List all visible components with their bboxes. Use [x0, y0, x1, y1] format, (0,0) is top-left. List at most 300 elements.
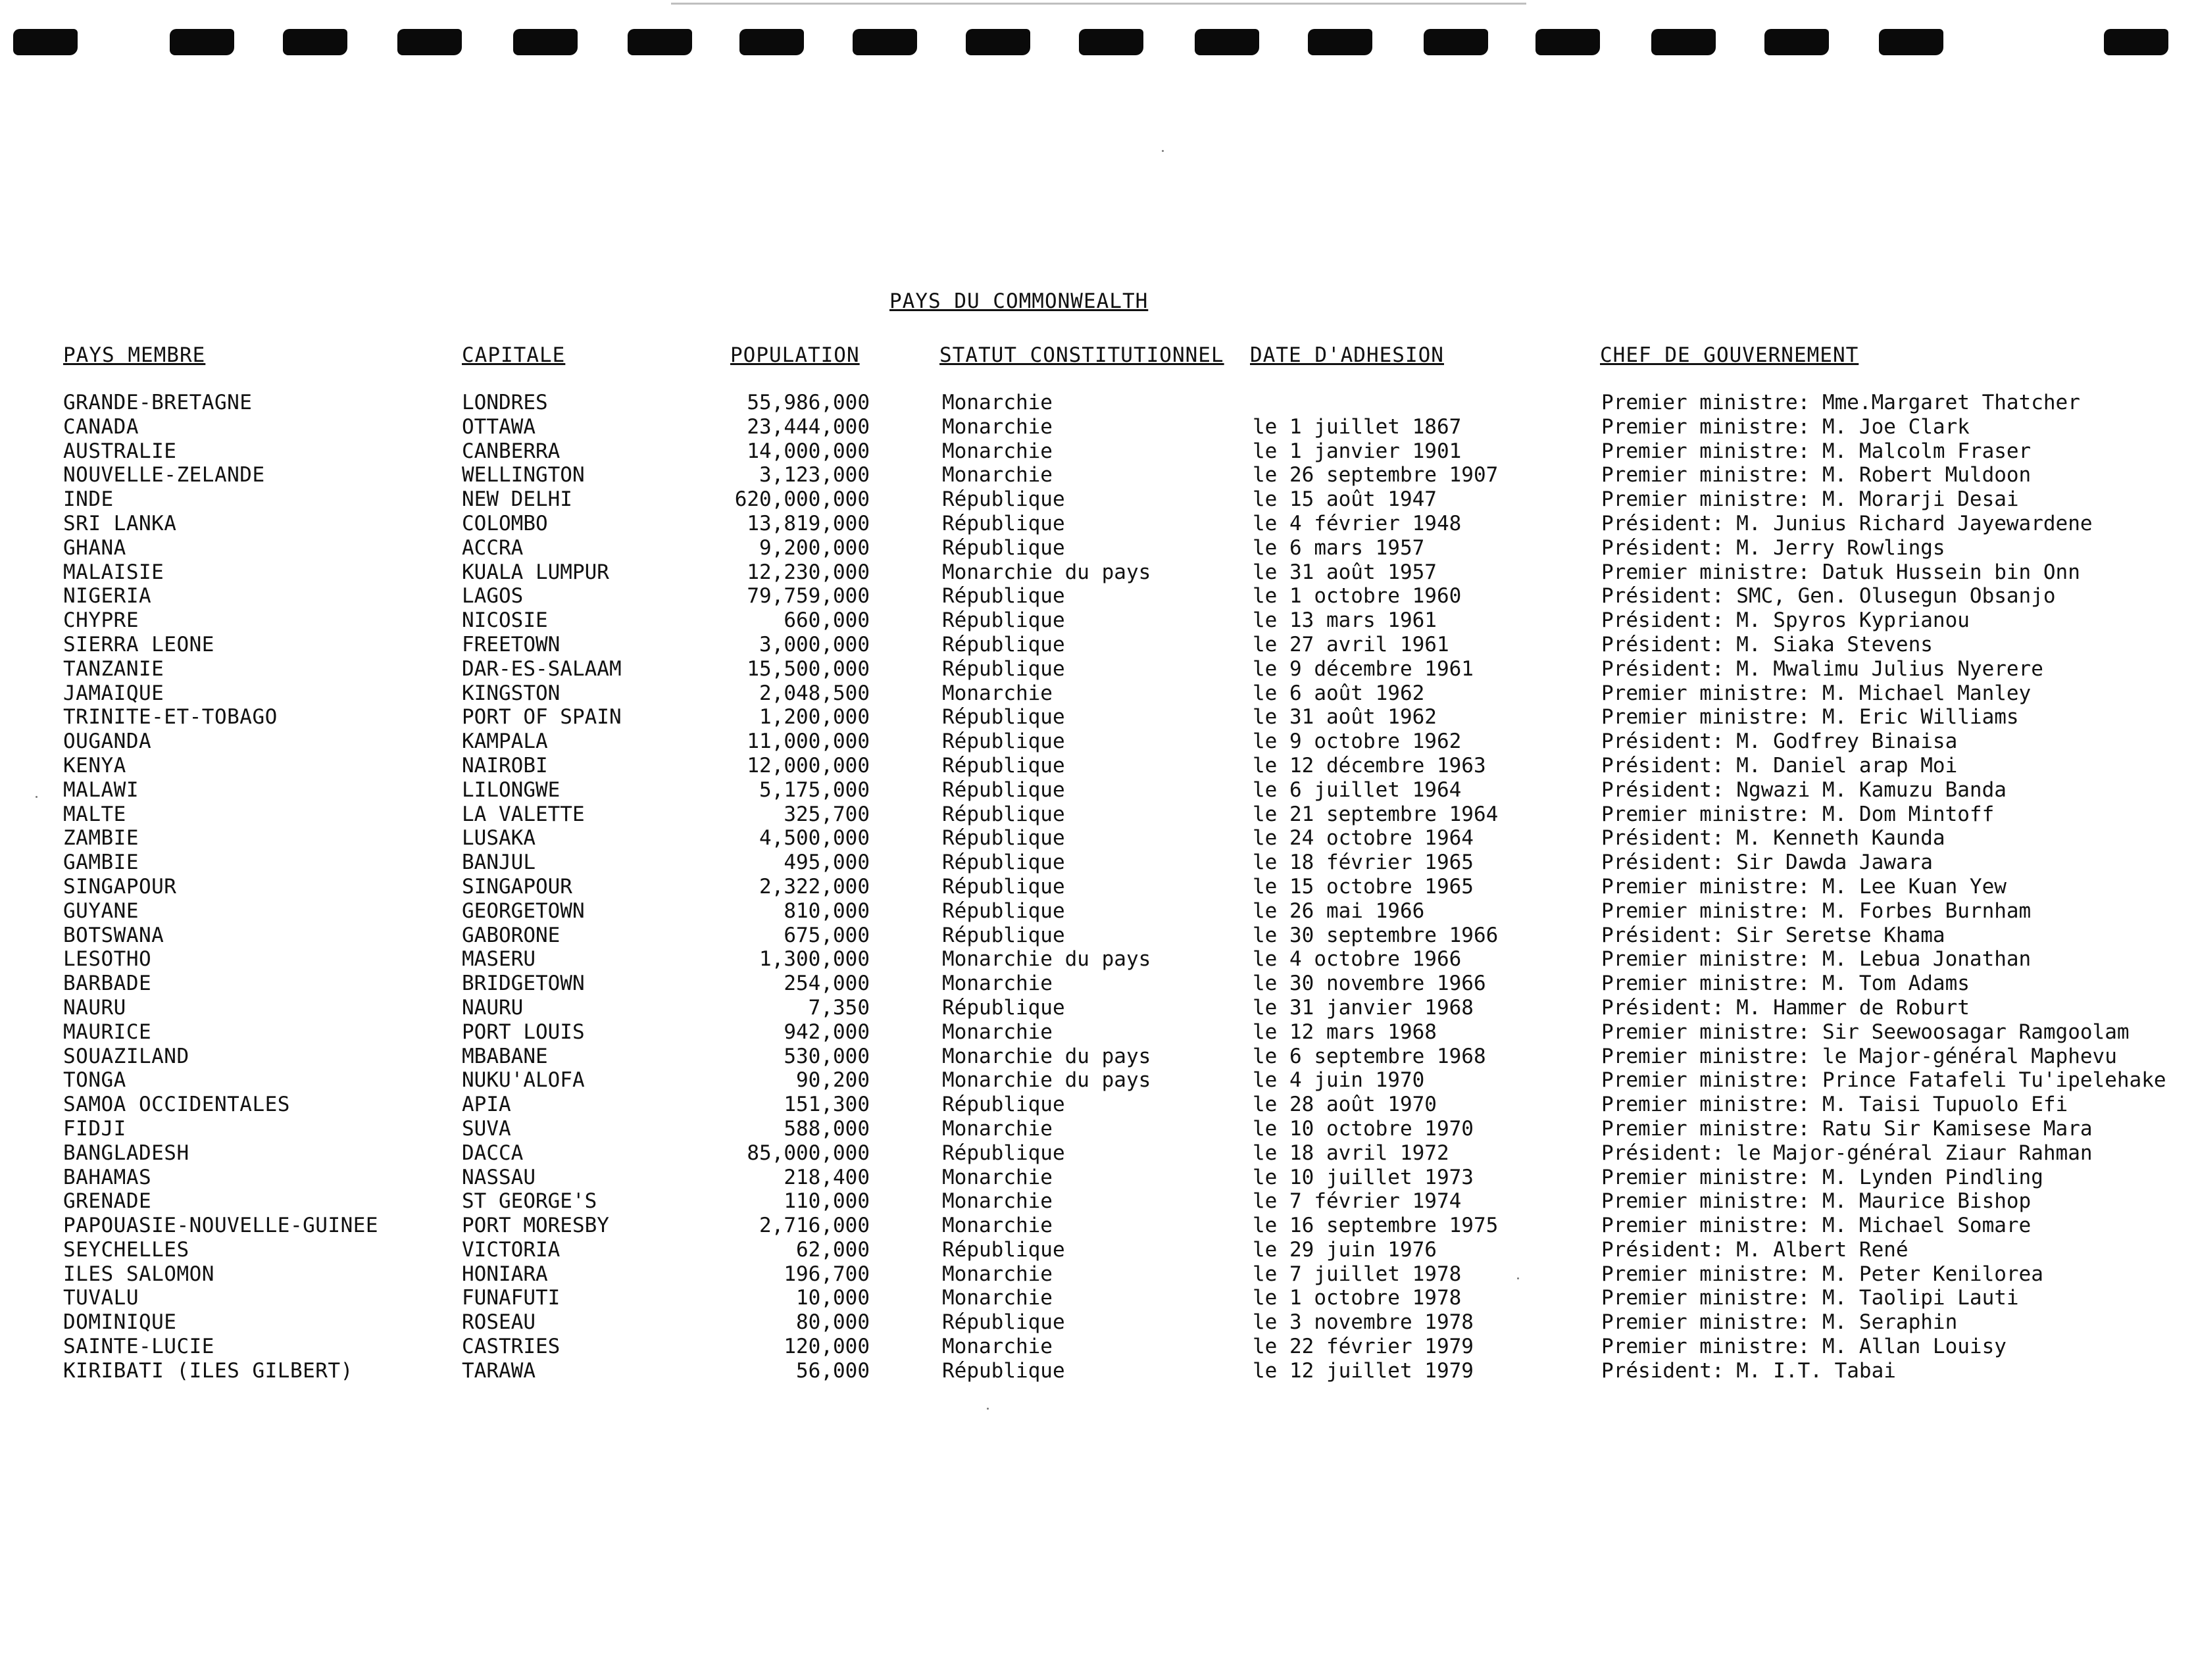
cell-date-adhesion: le 28 août 1970 — [1253, 1093, 1437, 1117]
cell-chef-gouvernement: Premier ministre: Ratu Sir Kamisese Mara — [1601, 1116, 2093, 1141]
cell-population: 14,000,000 — [747, 439, 870, 463]
cell-chef-gouvernement: Premier ministre: M. Dom Mintoff — [1601, 802, 1995, 826]
cell-population: 12,230,000 — [747, 560, 870, 584]
cell-pays-membre: GAMBIE — [63, 851, 139, 875]
cell-chef-gouvernement: Premier ministre: le Major-général Maphevu — [1601, 1044, 2117, 1068]
cell-pays-membre: CANADA — [63, 414, 139, 439]
cell-date-adhesion: le 6 août 1962 — [1253, 681, 1425, 705]
cell-statut: République — [942, 1141, 1065, 1165]
cell-population: 2,716,000 — [759, 1214, 870, 1238]
cell-capitale: ROSEAU — [462, 1310, 536, 1335]
cell-date-adhesion: le 6 septembre 1968 — [1253, 1044, 1486, 1068]
table-row — [0, 439, 2196, 464]
cell-statut: République — [942, 1358, 1065, 1383]
table-row — [0, 1262, 2196, 1287]
table-row — [0, 803, 2196, 827]
table-row — [0, 1093, 2196, 1117]
cell-statut: République — [942, 632, 1065, 656]
cell-pays-membre: GUYANE — [63, 899, 139, 923]
cell-population: 110,000 — [784, 1189, 870, 1214]
punch-hole — [628, 29, 692, 55]
table-row — [0, 778, 2196, 803]
cell-date-adhesion: le 24 octobre 1964 — [1253, 826, 1474, 851]
table-row — [0, 1286, 2196, 1310]
cell-capitale: LAGOS — [462, 584, 524, 608]
header-chef-gouvernement: CHEF DE GOUVERNEMENT — [1600, 343, 1859, 367]
cell-chef-gouvernement: Premier ministre: Sir Seewoosagar Ramgoolam — [1601, 1020, 2130, 1044]
cell-pays-membre: PAPOUASIE-NOUVELLE-GUINEE — [63, 1214, 379, 1238]
cell-population: 12,000,000 — [747, 753, 870, 778]
cell-statut: Monarchie — [942, 1020, 1053, 1044]
punch-hole — [13, 29, 78, 55]
cell-pays-membre: KIRIBATI (ILES GILBERT) — [63, 1358, 353, 1383]
cell-capitale: SINGAPOUR — [462, 874, 572, 899]
cell-chef-gouvernement: Président: SMC, Gen. Olusegun Obsanjo — [1601, 584, 2056, 608]
cell-chef-gouvernement: Premier ministre: M. Taolipi Lauti — [1601, 1286, 2019, 1310]
cell-capitale: HONIARA — [462, 1262, 548, 1286]
cell-capitale: FREETOWN — [462, 632, 561, 656]
cell-chef-gouvernement: Premier ministre: M. Michael Manley — [1601, 681, 2032, 705]
cell-capitale: LA VALETTE — [462, 802, 585, 826]
punch-hole — [1195, 29, 1259, 55]
table-row — [0, 1045, 2196, 1069]
cell-pays-membre: ILES SALOMON — [63, 1262, 214, 1286]
cell-statut: République — [942, 899, 1065, 923]
cell-pays-membre: TUVALU — [63, 1286, 139, 1310]
cell-population: 7,350 — [808, 995, 870, 1020]
cell-capitale: DAR-ES-SALAAM — [462, 656, 622, 681]
cell-pays-membre: JAMAIQUE — [63, 681, 164, 705]
cell-statut: Monarchie du pays — [942, 1044, 1151, 1068]
cell-chef-gouvernement: Président: le Major-général Ziaur Rahman — [1601, 1141, 2093, 1165]
cell-chef-gouvernement: Premier ministre: M. Peter Kenilorea — [1601, 1262, 2043, 1286]
cell-population: 218,400 — [784, 1165, 870, 1189]
commonwealth-table-body — [0, 391, 2196, 1383]
cell-chef-gouvernement: Président: M. Godfrey Binaisa — [1601, 729, 1958, 754]
cell-statut: Monarchie — [942, 1335, 1053, 1359]
table-row — [0, 415, 2196, 439]
cell-date-adhesion: le 3 novembre 1978 — [1253, 1310, 1474, 1335]
cell-chef-gouvernement: Président: Sir Seretse Khama — [1601, 923, 1945, 947]
cell-chef-gouvernement: Président: M. Hammer de Roburt — [1601, 995, 1970, 1020]
cell-chef-gouvernement: Président: M. Spyros Kyprianou — [1601, 608, 1970, 633]
cell-population: 2,322,000 — [759, 874, 870, 899]
cell-date-adhesion: le 6 juillet 1964 — [1253, 778, 1462, 802]
table-row — [0, 657, 2196, 681]
cell-population: 2,048,500 — [759, 681, 870, 705]
cell-capitale: VICTORIA — [462, 1237, 561, 1262]
cell-capitale: TARAWA — [462, 1358, 536, 1383]
cell-population: 325,700 — [784, 802, 870, 826]
cell-capitale: WELLINGTON — [462, 463, 585, 487]
cell-chef-gouvernement: Président: M. I.T. Tabai — [1601, 1358, 1896, 1383]
cell-population: 675,000 — [784, 923, 870, 947]
cell-pays-membre: BANGLADESH — [63, 1141, 189, 1165]
cell-date-adhesion: le 1 janvier 1901 — [1253, 439, 1462, 463]
cell-statut: République — [942, 851, 1065, 875]
cell-chef-gouvernement: Premier ministre: M. Taisi Tupuolo Efi — [1601, 1093, 2068, 1117]
cell-pays-membre: GRENADE — [63, 1189, 152, 1214]
cell-date-adhesion: le 12 juillet 1979 — [1253, 1358, 1474, 1383]
cell-capitale: PORT OF SPAIN — [462, 705, 622, 729]
cell-pays-membre: GHANA — [63, 535, 126, 560]
header-date-adhesion: DATE D'ADHESION — [1250, 343, 1444, 367]
cell-capitale: KUALA LUMPUR — [462, 560, 609, 584]
cell-pays-membre: DOMINIQUE — [63, 1310, 177, 1335]
punch-hole — [1424, 29, 1488, 55]
table-row — [0, 1020, 2196, 1045]
cell-pays-membre: SAMOA OCCIDENTALES — [63, 1093, 290, 1117]
cell-date-adhesion: le 7 juillet 1978 — [1253, 1262, 1462, 1286]
cell-population: 620,000,000 — [734, 487, 870, 512]
table-row — [0, 1335, 2196, 1359]
cell-population: 495,000 — [784, 851, 870, 875]
cell-capitale: KAMPALA — [462, 729, 548, 754]
punch-hole — [1535, 29, 1600, 55]
cell-capitale: LUSAKA — [462, 826, 536, 851]
cell-chef-gouvernement: Premier ministre: M. Lynden Pindling — [1601, 1165, 2043, 1189]
cell-statut: Monarchie — [942, 681, 1053, 705]
table-row — [0, 463, 2196, 487]
cell-date-adhesion: le 10 octobre 1970 — [1253, 1116, 1474, 1141]
cell-statut: République — [942, 923, 1065, 947]
table-row — [0, 487, 2196, 512]
cell-pays-membre: BOTSWANA — [63, 923, 164, 947]
cell-population: 3,000,000 — [759, 632, 870, 656]
cell-pays-membre: TONGA — [63, 1068, 126, 1093]
cell-date-adhesion: le 13 mars 1961 — [1253, 608, 1437, 633]
cell-population: 196,700 — [784, 1262, 870, 1286]
punch-hole — [1651, 29, 1716, 55]
cell-chef-gouvernement: Président: Ngwazi M. Kamuzu Banda — [1601, 778, 2007, 802]
cell-capitale: NASSAU — [462, 1165, 536, 1189]
cell-population: 15,500,000 — [747, 656, 870, 681]
cell-pays-membre: BARBADE — [63, 972, 152, 996]
cell-pays-membre: MALAWI — [63, 778, 139, 802]
cell-chef-gouvernement: Président: M. Mwalimu Julius Nyerere — [1601, 656, 2043, 681]
cell-chef-gouvernement: Président: M. Albert René — [1601, 1237, 1909, 1262]
punch-hole — [739, 29, 804, 55]
cell-date-adhesion: le 22 février 1979 — [1253, 1335, 1474, 1359]
cell-chef-gouvernement: Premier ministre: M. Robert Muldoon — [1601, 463, 2032, 487]
table-row — [0, 584, 2196, 608]
cell-population: 254,000 — [784, 972, 870, 996]
cell-pays-membre: SINGAPOUR — [63, 874, 177, 899]
table-row — [0, 996, 2196, 1020]
header-population: POPULATION — [730, 343, 860, 367]
cell-statut: République — [942, 584, 1065, 608]
cell-statut: République — [942, 729, 1065, 754]
cell-capitale: BANJUL — [462, 851, 536, 875]
cell-population: 90,200 — [796, 1068, 870, 1093]
cell-chef-gouvernement: Premier ministre: M. Lee Kuan Yew — [1601, 874, 2007, 899]
table-row — [0, 633, 2196, 657]
cell-population: 23,444,000 — [747, 414, 870, 439]
cell-population: 660,000 — [784, 608, 870, 633]
cell-capitale: KINGSTON — [462, 681, 561, 705]
cell-date-adhesion: le 31 août 1957 — [1253, 560, 1437, 584]
cell-date-adhesion: le 4 juin 1970 — [1253, 1068, 1425, 1093]
cell-date-adhesion: le 29 juin 1976 — [1253, 1237, 1437, 1262]
cell-pays-membre: SEYCHELLES — [63, 1237, 189, 1262]
cell-population: 79,759,000 — [747, 584, 870, 608]
cell-statut: République — [942, 1310, 1065, 1335]
cell-date-adhesion: le 1 octobre 1978 — [1253, 1286, 1462, 1310]
cell-date-adhesion: le 15 octobre 1965 — [1253, 874, 1474, 899]
cell-population: 1,200,000 — [759, 705, 870, 729]
cell-statut: Monarchie du pays — [942, 947, 1151, 972]
cell-date-adhesion: le 26 septembre 1907 — [1253, 463, 1499, 487]
cell-date-adhesion: le 4 octobre 1966 — [1253, 947, 1462, 972]
cell-statut: Monarchie — [942, 463, 1053, 487]
punch-hole — [397, 29, 462, 55]
cell-population: 5,175,000 — [759, 778, 870, 802]
table-row — [0, 851, 2196, 875]
cell-capitale: SUVA — [462, 1116, 511, 1141]
cell-capitale: MBABANE — [462, 1044, 548, 1068]
cell-capitale: PORT LOUIS — [462, 1020, 585, 1044]
cell-statut: République — [942, 874, 1065, 899]
header-pays-membre: PAYS MEMBRE — [63, 343, 206, 367]
punch-hole — [1879, 29, 1943, 55]
cell-date-adhesion: le 18 février 1965 — [1253, 851, 1474, 875]
punch-hole — [283, 29, 347, 55]
cell-pays-membre: SAINTE-LUCIE — [63, 1335, 214, 1359]
cell-capitale: LONDRES — [462, 391, 548, 414]
cell-statut: République — [942, 826, 1065, 851]
cell-chef-gouvernement: Premier ministre: Datuk Hussein bin Onn — [1601, 560, 2080, 584]
cell-statut: République — [942, 487, 1065, 512]
cell-capitale: COLOMBO — [462, 511, 548, 535]
cell-pays-membre: KENYA — [63, 753, 126, 778]
cell-chef-gouvernement: Premier ministre: M. Maurice Bishop — [1601, 1189, 2032, 1214]
cell-capitale: DACCA — [462, 1141, 524, 1165]
cell-date-adhesion: le 16 septembre 1975 — [1253, 1214, 1499, 1238]
cell-date-adhesion: le 27 avril 1961 — [1253, 632, 1449, 656]
table-row — [0, 972, 2196, 996]
cell-statut: République — [942, 802, 1065, 826]
cell-date-adhesion: le 30 novembre 1966 — [1253, 972, 1486, 996]
cell-date-adhesion: le 21 septembre 1964 — [1253, 802, 1499, 826]
cell-population: 56,000 — [796, 1358, 870, 1383]
cell-chef-gouvernement: Premier ministre: M. Lebua Jonathan — [1601, 947, 2032, 972]
cell-statut: Monarchie — [942, 1165, 1053, 1189]
document-title: PAYS DU COMMONWEALTH — [889, 289, 1149, 313]
cell-capitale: OTTAWA — [462, 414, 536, 439]
cell-pays-membre: INDE — [63, 487, 114, 512]
cell-capitale: CASTRIES — [462, 1335, 561, 1359]
cell-pays-membre: LESOTHO — [63, 947, 152, 972]
cell-date-adhesion: le 6 mars 1957 — [1253, 535, 1425, 560]
cell-capitale: BRIDGETOWN — [462, 972, 585, 996]
scan-speck — [987, 1408, 989, 1410]
cell-statut: Monarchie du pays — [942, 1068, 1151, 1093]
cell-capitale: NICOSIE — [462, 608, 548, 633]
cell-statut: Monarchie — [942, 1286, 1053, 1310]
cell-chef-gouvernement: Président: M. Junius Richard Jayewardene — [1601, 511, 2093, 535]
cell-capitale: MASERU — [462, 947, 536, 972]
cell-statut: Monarchie — [942, 414, 1053, 439]
punch-hole — [1764, 29, 1829, 55]
table-row — [0, 608, 2196, 633]
table-row — [0, 1238, 2196, 1262]
cell-chef-gouvernement: Président: Sir Dawda Jawara — [1601, 851, 1933, 875]
cell-pays-membre: NOUVELLE-ZELANDE — [63, 463, 265, 487]
table-row — [0, 729, 2196, 754]
cell-capitale: NAIROBI — [462, 753, 548, 778]
cell-capitale: ACCRA — [462, 535, 524, 560]
cell-chef-gouvernement: Premier ministre: M. Malcolm Fraser — [1601, 439, 2032, 463]
cell-date-adhesion: le 26 mai 1966 — [1253, 899, 1425, 923]
cell-pays-membre: SOUAZILAND — [63, 1044, 189, 1068]
header-capitale: CAPITALE — [462, 343, 566, 367]
cell-population: 13,819,000 — [747, 511, 870, 535]
cell-population: 120,000 — [784, 1335, 870, 1359]
punch-hole-strip — [13, 29, 2184, 68]
cell-capitale: NEW DELHI — [462, 487, 572, 512]
table-row — [0, 754, 2196, 778]
cell-statut: République — [942, 753, 1065, 778]
cell-date-adhesion: le 31 août 1962 — [1253, 705, 1437, 729]
cell-statut: République — [942, 1237, 1065, 1262]
cell-capitale: PORT MORESBY — [462, 1214, 609, 1238]
table-row — [0, 1141, 2196, 1166]
cell-pays-membre: TANZANIE — [63, 656, 164, 681]
cell-pays-membre: NAURU — [63, 995, 126, 1020]
table-row — [0, 1189, 2196, 1214]
punch-hole — [2104, 29, 2168, 55]
cell-date-adhesion: le 18 avril 1972 — [1253, 1141, 1449, 1165]
cell-population: 530,000 — [784, 1044, 870, 1068]
cell-population: 942,000 — [784, 1020, 870, 1044]
punch-hole — [1079, 29, 1143, 55]
cell-chef-gouvernement: Premier ministre: M. Joe Clark — [1601, 414, 1970, 439]
punch-hole — [966, 29, 1030, 55]
cell-date-adhesion: le 15 août 1947 — [1253, 487, 1437, 512]
cell-population: 810,000 — [784, 899, 870, 923]
cell-statut: Monarchie — [942, 1214, 1053, 1238]
cell-chef-gouvernement: Président: M. Daniel arap Moi — [1601, 753, 1958, 778]
scan-speck — [1162, 150, 1164, 152]
cell-statut: Monarchie — [942, 391, 1053, 414]
cell-population: 55,986,000 — [747, 391, 870, 414]
cell-capitale: NUKU'ALOFA — [462, 1068, 585, 1093]
cell-pays-membre: CHYPRE — [63, 608, 139, 633]
scan-speck — [1517, 1277, 1519, 1279]
cell-capitale: GEORGETOWN — [462, 899, 585, 923]
page-edge-rule — [671, 3, 1526, 5]
cell-statut: République — [942, 705, 1065, 729]
cell-date-adhesion: le 10 juillet 1973 — [1253, 1165, 1474, 1189]
cell-pays-membre: GRANDE-BRETAGNE — [63, 391, 253, 414]
cell-statut: Monarchie — [942, 1116, 1053, 1141]
cell-statut: Monarchie — [942, 1262, 1053, 1286]
cell-date-adhesion: le 9 décembre 1961 — [1253, 656, 1474, 681]
cell-pays-membre: MALAISIE — [63, 560, 164, 584]
cell-date-adhesion: le 12 mars 1968 — [1253, 1020, 1437, 1044]
cell-pays-membre: OUGANDA — [63, 729, 152, 754]
cell-chef-gouvernement: Premier ministre: Mme.Margaret Thatcher — [1601, 391, 2080, 414]
cell-date-adhesion: le 30 septembre 1966 — [1253, 923, 1499, 947]
cell-statut: République — [942, 778, 1065, 802]
cell-capitale: NAURU — [462, 995, 524, 1020]
table-row — [0, 875, 2196, 899]
cell-population: 3,123,000 — [759, 463, 870, 487]
table-row — [0, 924, 2196, 948]
cell-pays-membre: BAHAMAS — [63, 1165, 152, 1189]
cell-capitale: GABORONE — [462, 923, 561, 947]
cell-capitale: CANBERRA — [462, 439, 561, 463]
cell-statut: République — [942, 1093, 1065, 1117]
cell-statut: République — [942, 535, 1065, 560]
cell-pays-membre: AUSTRALIE — [63, 439, 177, 463]
cell-population: 9,200,000 — [759, 535, 870, 560]
cell-capitale: FUNAFUTI — [462, 1286, 561, 1310]
cell-population: 588,000 — [784, 1116, 870, 1141]
cell-date-adhesion: le 12 décembre 1963 — [1253, 753, 1486, 778]
cell-pays-membre: FIDJI — [63, 1116, 126, 1141]
table-row — [0, 1117, 2196, 1141]
cell-pays-membre: MAURICE — [63, 1020, 152, 1044]
cell-statut: Monarchie — [942, 1189, 1053, 1214]
cell-statut: République — [942, 995, 1065, 1020]
punch-hole — [1308, 29, 1372, 55]
cell-capitale: LILONGWE — [462, 778, 561, 802]
scan-speck — [36, 796, 37, 798]
cell-chef-gouvernement: Premier ministre: M. Allan Louisy — [1601, 1335, 2007, 1359]
table-row — [0, 947, 2196, 972]
cell-date-adhesion: le 9 octobre 1962 — [1253, 729, 1462, 754]
cell-date-adhesion: le 1 juillet 1867 — [1253, 414, 1462, 439]
cell-statut: République — [942, 511, 1065, 535]
table-row — [0, 681, 2196, 706]
cell-date-adhesion: le 4 février 1948 — [1253, 511, 1462, 535]
header-statut-constitutionnel: STATUT CONSTITUTIONNEL — [939, 343, 1224, 367]
cell-population: 4,500,000 — [759, 826, 870, 851]
cell-pays-membre: SRI LANKA — [63, 511, 177, 535]
table-row — [0, 1214, 2196, 1238]
punch-hole — [853, 29, 917, 55]
cell-chef-gouvernement: Premier ministre: M. Forbes Burnham — [1601, 899, 2032, 923]
cell-date-adhesion: le 1 octobre 1960 — [1253, 584, 1462, 608]
table-row — [0, 512, 2196, 536]
cell-population: 80,000 — [796, 1310, 870, 1335]
cell-population: 10,000 — [796, 1286, 870, 1310]
cell-pays-membre: TRINITE-ET-TOBAGO — [63, 705, 278, 729]
table-row — [0, 1068, 2196, 1093]
cell-capitale: ST GEORGE'S — [462, 1189, 597, 1214]
cell-population: 151,300 — [784, 1093, 870, 1117]
cell-capitale: APIA — [462, 1093, 511, 1117]
cell-date-adhesion: le 7 février 1974 — [1253, 1189, 1462, 1214]
cell-chef-gouvernement: Premier ministre: M. Eric Williams — [1601, 705, 2019, 729]
table-row — [0, 1359, 2196, 1383]
cell-statut: République — [942, 656, 1065, 681]
punch-hole — [513, 29, 578, 55]
cell-chef-gouvernement: Premier ministre: M. Morarji Desai — [1601, 487, 2019, 512]
cell-chef-gouvernement: Premier ministre: M. Michael Somare — [1601, 1214, 2032, 1238]
table-row — [0, 1166, 2196, 1190]
cell-population: 85,000,000 — [747, 1141, 870, 1165]
table-row — [0, 391, 2196, 415]
cell-chef-gouvernement: Premier ministre: M. Seraphin — [1601, 1310, 1958, 1335]
cell-population: 62,000 — [796, 1237, 870, 1262]
cell-pays-membre: SIERRA LEONE — [63, 632, 214, 656]
cell-chef-gouvernement: Premier ministre: M. Tom Adams — [1601, 972, 1970, 996]
cell-statut: Monarchie — [942, 439, 1053, 463]
table-row — [0, 826, 2196, 851]
cell-pays-membre: NIGERIA — [63, 584, 152, 608]
